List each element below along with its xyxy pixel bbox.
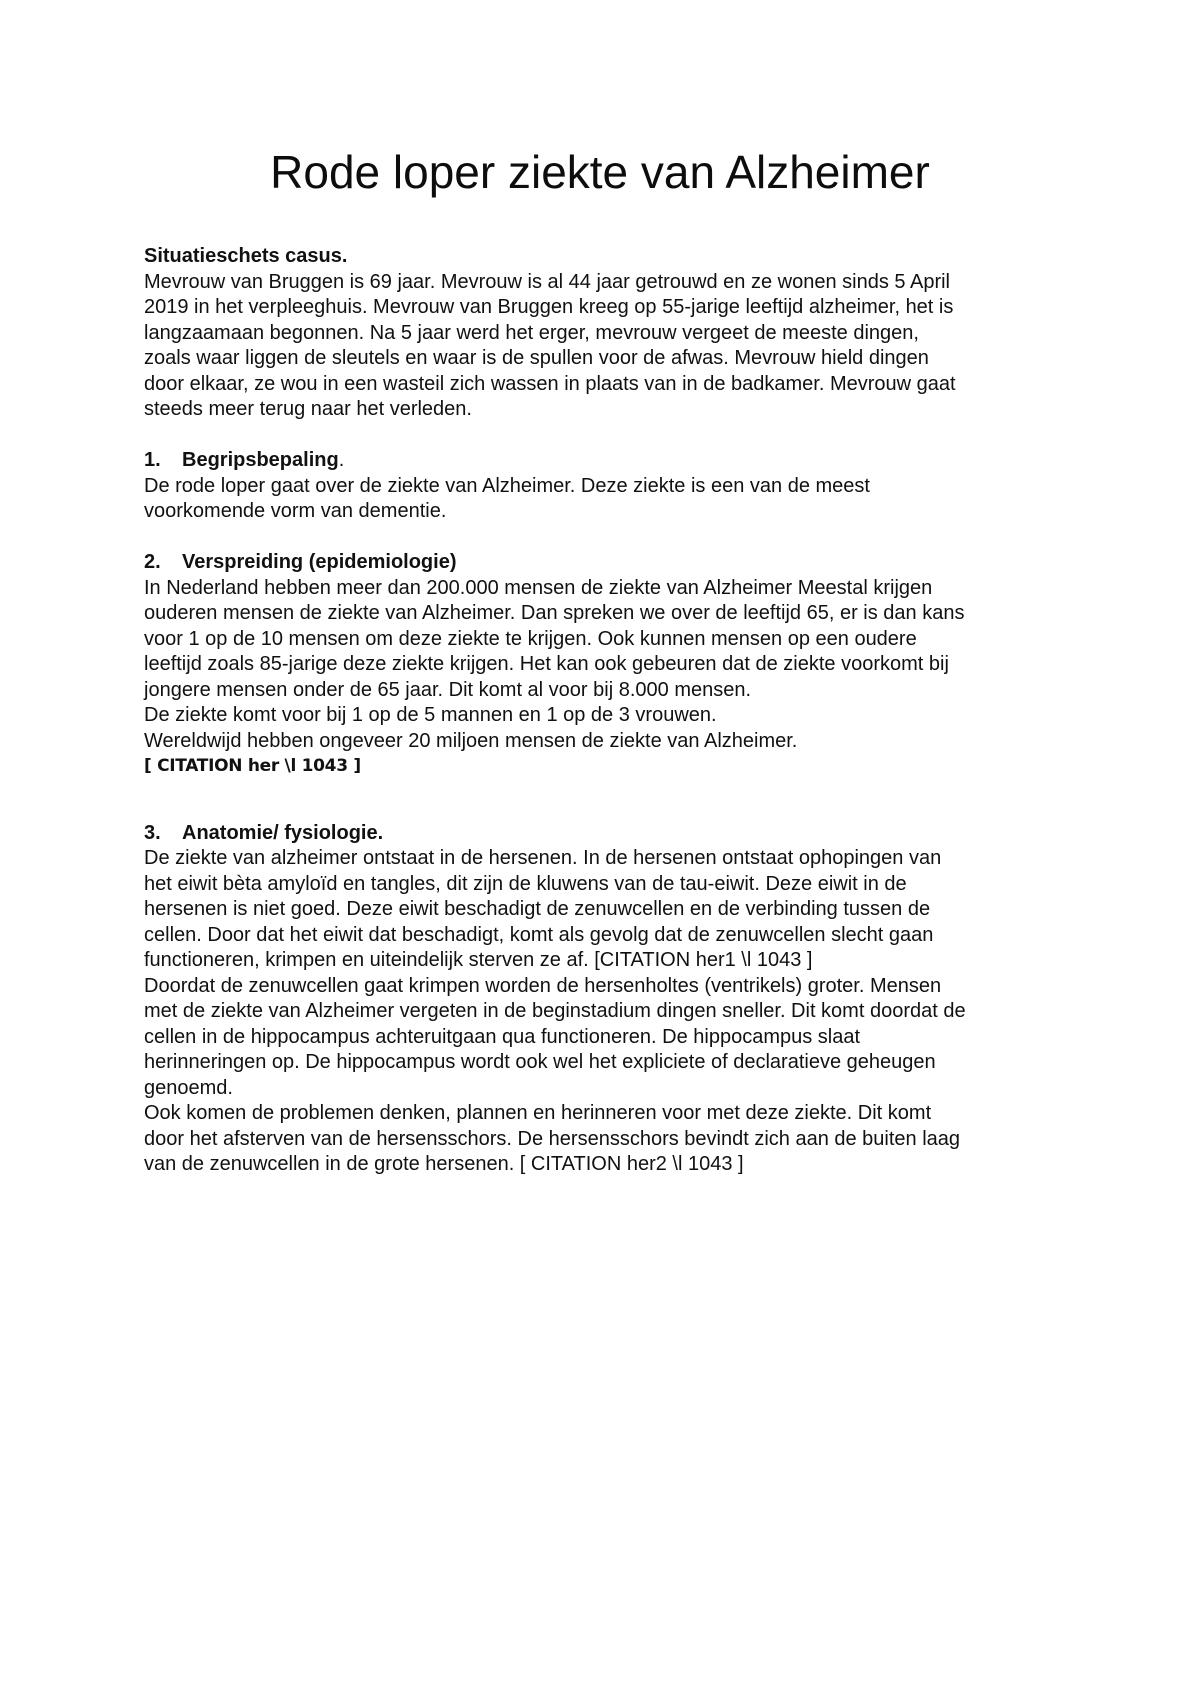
body-line: herinneringen op. De hippocampus wordt ook wel het expliciete of declaratieve geheugen xyxy=(144,1051,936,1073)
body-line: De rode loper gaat over de ziekte van Alzheimer. Deze ziekte is een van de meest xyxy=(144,474,870,497)
body-line: genoemd. xyxy=(144,1076,233,1099)
section-title-suffix: . xyxy=(338,449,345,471)
body-line: leeftijd zoals 85-jarige deze ziekte krijgen. Het kan ook gebeuren dat de ziekte voorkomt bij xyxy=(144,653,949,675)
section-heading-3 xyxy=(144,821,1074,847)
body-line: jongere mensen onder de 65 jaar. Dit komt al voor bij 8.000 mensen. xyxy=(144,678,752,701)
body-line: van de zenuwcellen in de grote hersenen. [ CITATION her2 \l 1043 ] xyxy=(144,1153,744,1175)
body-line: De ziekte komt voor bij 1 op de 5 mannen en 1 op de 3 vrouwen. xyxy=(144,704,717,726)
body-line: functioneren, krimpen en uiteindelijk sterven ze af. [CITATION her1 \l 1043 ] xyxy=(144,949,813,971)
body-line: Doordat de zenuwcellen gaat krimpen worden de hersenholtes (ventrikels) groter. Mensen xyxy=(144,974,942,997)
section-number: 3. xyxy=(144,821,161,844)
body-line: cellen. Door dat het eiwit dat beschadigt, komt als gevolg dat de zenuwcellen slecht gaan xyxy=(144,923,934,946)
section-heading-2 xyxy=(144,550,1074,576)
section-number: 2. xyxy=(144,551,161,573)
body-line: door het afsterven van de hersensschors. De hersensschors bevindt zich aan de buiten laag xyxy=(144,1127,961,1150)
body-line: hersenen is niet goed. Deze eiwit beschadigt de zenuwcellen en de verbinding tussen de xyxy=(144,898,931,920)
body-line: langzaamaan begonnen. Na 5 jaar werd het erger, mevrouw vergeet de meeste dingen, xyxy=(144,321,919,344)
body-line: zoals waar liggen de sleutels en waar is de spullen voor de afwas. Mevrouw hield dingen xyxy=(144,347,929,369)
body-line: het eiwit bèta amyloïd en tangles, dit zijn de kluwens van de tau-eiwit. Deze eiwit in de xyxy=(144,872,907,895)
document-body xyxy=(144,244,1074,1178)
section-title: Verspreiding (epidemiologie) xyxy=(182,551,457,573)
body-line: ouderen mensen de ziekte van Alzheimer. Dan spreken we over de leeftijd 65, er is dan kans xyxy=(144,602,965,624)
page-title: Rode loper ziekte van Alzheimer xyxy=(270,146,930,198)
body-line: In Nederland hebben meer dan 200.000 mensen de ziekte van Alzheimer Meestal krijgen xyxy=(144,576,933,599)
section-number: 1. xyxy=(144,449,161,471)
section-heading-1 xyxy=(144,448,1074,474)
body-line: voor 1 op de 10 mensen om deze ziekte te krijgen. Ook kunnen mensen op een oudere xyxy=(144,627,917,650)
spacer xyxy=(144,525,1074,551)
situatie-heading: Situatieschets casus. xyxy=(144,245,348,267)
body-line: Wereldwijd hebben ongeveer 20 miljoen mensen de ziekte van Alzheimer. xyxy=(144,729,798,752)
body-line: met de ziekte van Alzheimer vergeten in de beginstadium dingen sneller. Dit komt doordat de xyxy=(144,1000,966,1022)
spacer xyxy=(144,780,1074,821)
section-title: Anatomie/ fysiologie. xyxy=(182,821,384,844)
spacer xyxy=(144,423,1074,449)
body-line: Ook komen de problemen denken, plannen en herinneren voor met deze ziekte. Dit komt xyxy=(144,1102,932,1124)
body-line: door elkaar, ze wou in een wasteil zich wassen in plaats van in de badkamer. Mevrouw gaat xyxy=(144,372,956,395)
body-line: voorkomende vorm van dementie. xyxy=(144,500,447,522)
body-line: Mevrouw van Bruggen is 69 jaar. Mevrouw is al 44 jaar getrouwd en ze wonen sinds 5 April xyxy=(144,270,950,293)
citation: [ CITATION her \l 1043 ] xyxy=(144,756,361,776)
body-line: steeds meer terug naar het verleden. xyxy=(144,398,472,420)
body-line: 2019 in het verpleeghuis. Mevrouw van Bruggen kreeg op 55-jarige leeftijd alzheimer, het is xyxy=(144,296,954,318)
section-title: Begripsbepaling xyxy=(182,449,339,471)
body-line: De ziekte van alzheimer ontstaat in de hersenen. In de hersenen ontstaat ophopingen van xyxy=(144,847,942,869)
body-line: cellen in de hippocampus achteruitgaan qua functioneren. De hippocampus slaat xyxy=(144,1025,861,1048)
